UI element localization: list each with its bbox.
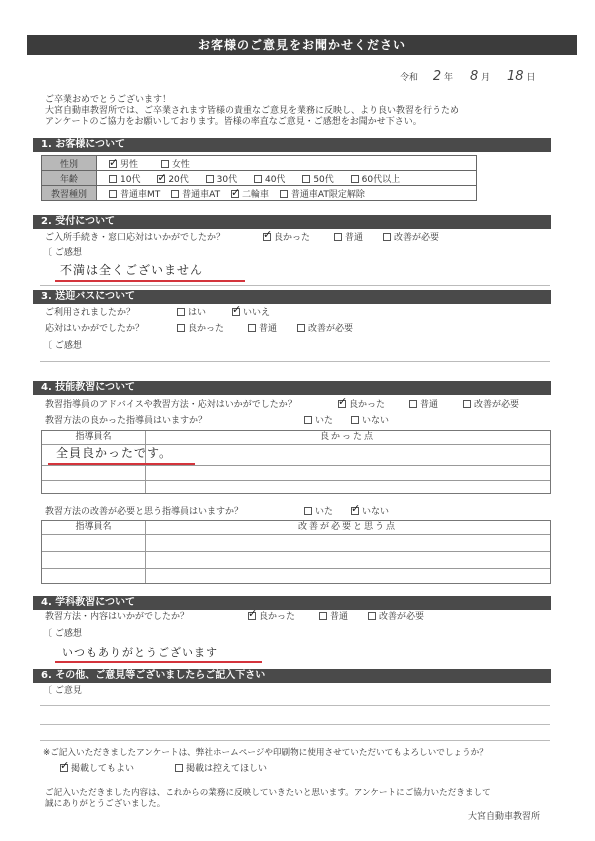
divider [40, 285, 550, 286]
date-day[interactable]: 18 [506, 69, 524, 84]
checkbox-icon[interactable] [304, 416, 312, 424]
other-comment-label: 〔 ご意見 [43, 686, 82, 696]
reception-good[interactable]: ✓ 良かった [263, 233, 310, 244]
checkbox-icon[interactable] [463, 400, 471, 408]
consent-allow[interactable]: ✓掲載してもよい [60, 764, 134, 775]
writing-line [40, 724, 550, 725]
column-header-good-points: 良かった点 [319, 432, 375, 442]
red-underline [48, 463, 195, 465]
driving-advice-good[interactable]: ✓ 良かった [338, 400, 385, 411]
checkbox-icon[interactable] [409, 400, 417, 408]
classroom-comment-label: 〔 ご感想 [43, 629, 82, 639]
course-type-label: 教習種別 [42, 186, 97, 201]
row-divider [42, 568, 550, 569]
row-divider [42, 465, 550, 466]
checkbox-icon[interactable] [254, 175, 262, 183]
checkbox-checked-icon[interactable] [60, 764, 68, 772]
good-instructor-table [41, 430, 551, 494]
consent-decline[interactable]: 掲載は控えてほしい [175, 764, 267, 775]
date-year-unit: 年 [444, 73, 454, 83]
checkbox-checked-icon[interactable] [109, 160, 117, 168]
section-shuttle-header: 3. 送迎バスについて [33, 290, 551, 304]
closing-line-1: ご記入いただきました内容は、これからの業務に反映していきたいと思います。アンケートにご協力いただきまして [45, 788, 491, 798]
course-type-options [97, 186, 477, 201]
row-divider [42, 480, 550, 481]
checkbox-icon[interactable] [297, 324, 305, 332]
checkbox-checked-icon[interactable] [338, 400, 346, 408]
type-standard-mt[interactable]: 普通車MT [109, 190, 160, 200]
section-driving-header: 4. 技能教習について [33, 381, 551, 395]
gender-male[interactable]: ✓ 男性 [109, 160, 138, 170]
classroom-needs-improvement[interactable]: 改善が必要 [368, 612, 424, 623]
good-instructor-question: 教習方法の良かった指導員はいますか？ [45, 416, 208, 426]
checkbox-icon[interactable] [171, 190, 179, 198]
type-motorcycle[interactable]: ✓ 二輪車 [231, 190, 269, 200]
intro-line-3: アンケートのご協力をお願いしております。皆様の率直なご意見・ご感想をお聞かせ下さい。 [45, 117, 422, 127]
driving-advice-normal[interactable]: 普通 [409, 400, 438, 411]
date-line [400, 71, 535, 84]
checkbox-icon[interactable] [368, 612, 376, 620]
row-divider [42, 444, 550, 445]
checkbox-icon[interactable] [334, 233, 342, 241]
shuttle-service-normal[interactable]: 普通 [248, 324, 277, 335]
checkbox-icon[interactable] [109, 175, 117, 183]
column-header-improvement-points: 改善が必要と思う点 [297, 522, 397, 532]
classroom-good[interactable]: ✓ 良かった [248, 612, 295, 623]
date-era: 令和 [400, 73, 419, 83]
checkbox-icon[interactable] [304, 507, 312, 515]
checkbox-icon[interactable] [109, 190, 117, 198]
gender-label: 性別 [42, 156, 97, 171]
reception-normal[interactable]: 普通 [334, 233, 363, 244]
driving-advice-needs-improvement[interactable]: 改善が必要 [463, 400, 519, 411]
age-40s[interactable]: 40代 [254, 175, 285, 185]
checkbox-icon[interactable] [319, 612, 327, 620]
good-instructor-yes[interactable]: いた [304, 416, 333, 427]
checkbox-checked-icon[interactable] [232, 308, 240, 316]
good-instructor-no[interactable]: いない [351, 416, 389, 427]
date-year[interactable]: 2 [432, 69, 442, 84]
writing-line [40, 705, 550, 706]
checkbox-icon[interactable] [351, 416, 359, 424]
column-header-instructor: 指導員名 [75, 522, 112, 532]
date-day-unit: 日 [526, 73, 536, 83]
checkbox-checked-icon[interactable] [157, 175, 165, 183]
checkbox-icon[interactable] [161, 160, 169, 168]
good-instructor-entry[interactable]: 全員良かったです。 [56, 446, 173, 460]
checkbox-checked-icon[interactable] [248, 612, 256, 620]
checkbox-icon[interactable] [206, 175, 214, 183]
column-divider [145, 431, 146, 493]
shuttle-usage-question: ご利用されましたか？ [45, 308, 136, 318]
customer-info-table [41, 155, 477, 201]
gender-female[interactable]: 女性 [161, 160, 190, 170]
section-customer-header: 1. お客様について [33, 138, 551, 152]
age-20s[interactable]: ✓ 20代 [157, 175, 188, 185]
intro-line-2: 大宮自動車教習所では、ご卒業されます皆様の貴重なご意見を業務に反映し、より良い教習を行うため [45, 106, 460, 116]
type-standard-at[interactable]: 普通車AT [171, 190, 220, 200]
checkbox-icon[interactable] [177, 308, 185, 316]
age-label: 年齢 [42, 171, 97, 186]
checkbox-icon[interactable] [302, 175, 310, 183]
improve-instructor-question: 教習方法の改善が必要と思う指導員はいますか？ [45, 507, 244, 517]
shuttle-usage-yes[interactable]: はい [177, 308, 206, 319]
company-name: 大宮自動車教習所 [468, 812, 541, 822]
form-title: お客様のご意見をお聞かせください [27, 35, 577, 55]
red-underline [55, 661, 262, 663]
improve-instructor-no[interactable]: ✓ いない [351, 507, 389, 518]
date-month[interactable]: 8 [469, 69, 479, 84]
column-header-instructor: 指導員名 [75, 432, 112, 442]
checkbox-checked-icon[interactable] [351, 507, 359, 515]
column-divider [145, 521, 146, 583]
type-at-limit-removal[interactable]: 普通車AT限定解除 [280, 190, 365, 200]
checkbox-checked-icon[interactable] [231, 190, 239, 198]
section-other-header: 6. その他、ご意見等ございましたらご記入下さい [33, 669, 551, 683]
publication-consent-note: ※ご記入いただきましたアンケートは、弊社ホームページや印刷物に使用させていただいてもよろしいでしょうか？ [43, 748, 488, 758]
checkbox-icon[interactable] [383, 233, 391, 241]
age-10s[interactable]: 10代 [109, 175, 140, 185]
classroom-question: 教習方法・内容はいかがでしたか？ [45, 612, 190, 622]
checkbox-checked-icon[interactable] [263, 233, 271, 241]
date-month-unit: 月 [481, 73, 491, 83]
checkbox-icon[interactable] [280, 190, 288, 198]
shuttle-usage-no[interactable]: ✓ いいえ [232, 308, 270, 319]
checkbox-icon[interactable] [175, 764, 183, 772]
section-classroom-header: 4. 学科教習について [33, 596, 551, 610]
reception-needs-improvement[interactable]: 改善が必要 [383, 233, 439, 244]
age-50s[interactable]: 50代 [302, 175, 333, 185]
classroom-normal[interactable]: 普通 [319, 612, 348, 623]
row-divider [42, 534, 550, 535]
shuttle-service-question: 応対はいかがでしたか？ [45, 324, 145, 334]
divider [40, 361, 550, 362]
age-60s-plus[interactable]: 60代以上 [351, 175, 400, 185]
reception-comment-label: 〔 ご感想 [43, 248, 82, 258]
age-options [97, 171, 477, 186]
shuttle-comment-label: 〔 ご感想 [43, 341, 82, 351]
closing-line-2: 誠にありがとうございました。 [45, 799, 166, 809]
intro-line-1: ご卒業おめでとうございます！ [45, 95, 172, 105]
row-divider [42, 551, 550, 552]
checkbox-icon[interactable] [177, 324, 185, 332]
checkbox-icon[interactable] [248, 324, 256, 332]
section-reception-header: 2. 受付について [33, 215, 551, 229]
classroom-comment-text[interactable]: いつもありがとうございます [62, 646, 218, 659]
reception-comment-text[interactable]: 不満は全くございません [60, 263, 204, 277]
shuttle-service-good[interactable]: 良かった [177, 324, 224, 335]
age-30s[interactable]: 30代 [206, 175, 237, 185]
shuttle-service-needs-improvement[interactable]: 改善が必要 [297, 324, 353, 335]
writing-line [40, 740, 550, 741]
gender-options [97, 156, 477, 171]
checkbox-icon[interactable] [351, 175, 359, 183]
improve-instructor-table [41, 520, 551, 584]
improve-instructor-yes[interactable]: いた [304, 507, 333, 518]
reception-question: ご入所手続き・窓口応対はいかがでしたか？ [45, 233, 226, 243]
red-underline [55, 280, 245, 282]
driving-advice-question: 教習指導員のアドバイスや教習方法・応対はいかがでしたか？ [45, 400, 297, 410]
